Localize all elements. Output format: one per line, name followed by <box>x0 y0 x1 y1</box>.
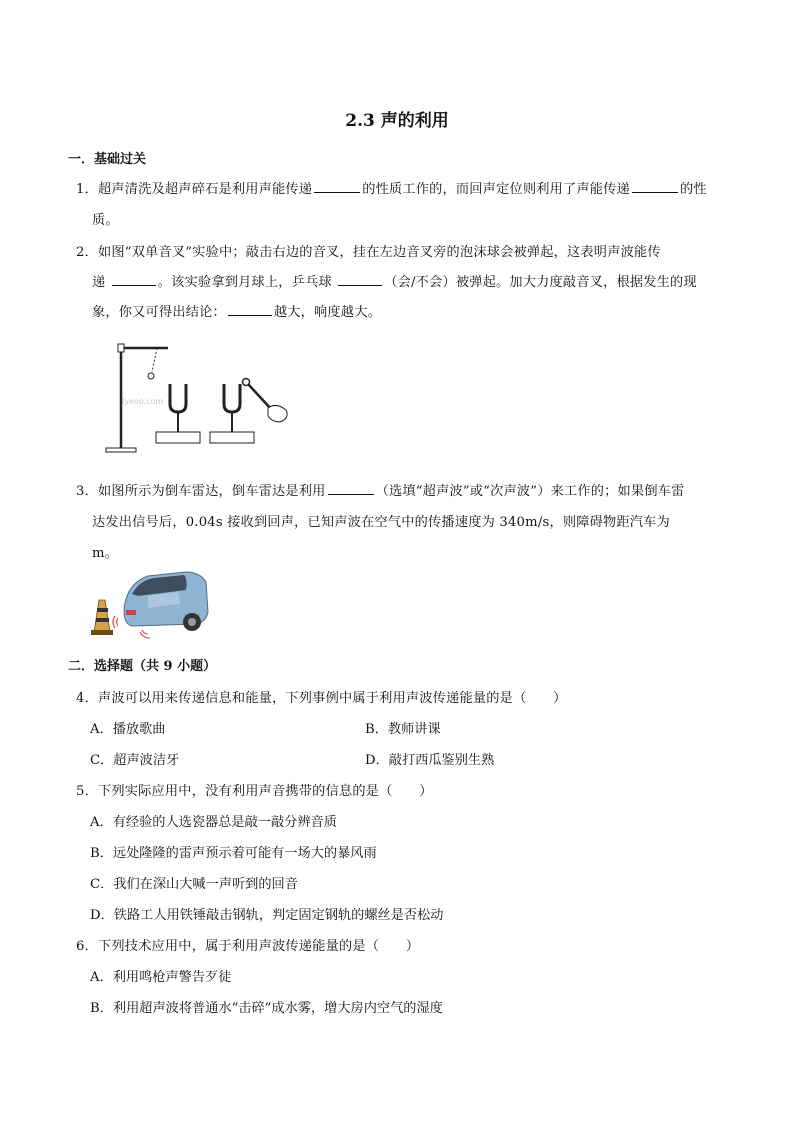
page-title: 2.3 声的利用 <box>345 111 449 131</box>
question-5-option-d[interactable]: D．铁路工人用铁锤敲击钢轨，判定固定钢轨的螺丝是否松动 <box>90 908 444 923</box>
section-heading-choice: 二．选择题（共 9 小题） <box>68 659 217 674</box>
question-6-option-b[interactable]: B．利用超声波将普通水“击碎”成水雾，增大房内空气的湿度 <box>90 1001 443 1016</box>
question-4-stem: 4．声波可以用来传递信息和能量，下列事例中属于利用声波传递能量的是（ ） <box>76 691 567 706</box>
answer-blank[interactable] <box>314 180 360 193</box>
question-5-option-c[interactable]: C．我们在深山大喊一声听到的回音 <box>90 877 298 892</box>
question-2-line-1: 2．如图“双单音叉”实验中；敲击右边的音叉，挂在左边音叉旁的泡沫球会被弹起，这表明声波能传 <box>76 245 661 260</box>
answer-blank[interactable] <box>338 273 382 286</box>
question-5-option-b[interactable]: B．远处隆隆的雷声预示着可能有一场大的暴风雨 <box>90 846 377 861</box>
question-5-stem: 5．下列实际应用中，没有利用声音携带的信息的是（ ） <box>76 784 433 799</box>
question-6-option-a[interactable]: A．利用鸣枪声警告歹徒 <box>90 970 232 985</box>
question-3-line-1: 3．如图所示为倒车雷达，倒车雷达是利用 （选填“超声波”或“次声波”）来工作的；如果倒车雷 <box>76 484 685 499</box>
watermark: Jyeoo.com <box>122 397 164 406</box>
answer-blank[interactable] <box>328 482 374 495</box>
answer-blank[interactable] <box>632 180 678 193</box>
answer-blank[interactable] <box>228 303 272 316</box>
question-4-option-c[interactable]: C．超声波洁牙 <box>90 753 180 768</box>
question-4-option-b[interactable]: B．教师讲课 <box>365 722 441 737</box>
question-2-line-3: 象，你又可得出结论： 越大，响度越大。 <box>92 305 381 320</box>
question-4-option-d[interactable]: D．敲打西瓜鉴别生熟 <box>365 753 495 768</box>
tuning-fork-figure <box>100 338 300 456</box>
question-4-option-a[interactable]: A．播放歌曲 <box>90 722 166 737</box>
question-3-line-2: 达发出信号后，0.04s 接收到回声，已知声波在空气中的传播速度为 340m/s，则障碍物距汽车为 <box>92 515 670 530</box>
question-6-stem: 6．下列技术应用中，属于利用声波传递能量的是（ ） <box>76 939 420 954</box>
question-3-line-3: m。 <box>92 546 119 561</box>
question-2-line-2: 递 。该实验拿到月球上，乒乓球 （会/不会）被弹起。加大力度敲音叉，根据发生的现 <box>92 275 697 290</box>
question-1-line-1: 1．超声清洗及超声碎石是利用声能传递 的性质工作的，而回声定位则利用了声能传递 的性 <box>76 182 707 197</box>
reversing-radar-figure <box>88 566 210 640</box>
question-1-line-2: 质。 <box>92 213 119 228</box>
section-heading-basics: 一．基础过关 <box>68 152 147 167</box>
answer-blank[interactable] <box>112 273 156 286</box>
question-5-option-a[interactable]: A．有经验的人选瓷器总是敲一敲分辨音质 <box>90 815 337 830</box>
